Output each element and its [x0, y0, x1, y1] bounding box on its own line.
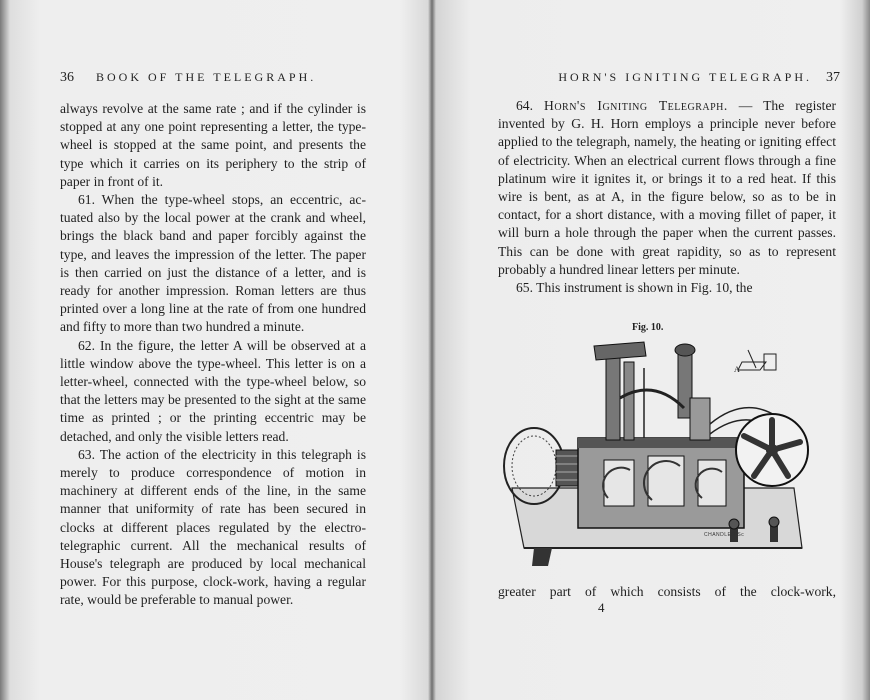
continuation-line: greater part of which consists of the clock-work,	[498, 584, 836, 599]
detail-a-diagram	[734, 350, 776, 374]
paragraph-65: 65. This instrument is shown in Fig. 10, the	[516, 280, 753, 296]
right-page	[434, 0, 870, 700]
right-running-header	[522, 70, 840, 86]
left-running-header	[60, 70, 360, 86]
paragraph-64-number: 64.	[516, 98, 533, 113]
paragraph-62: 62. In the figure, the letter A will be observed at a little window above the type-wheel. This letter is on a letter-wheel, connected with the type-wheel below, so that the letters may be presented to the sight at the same time as printed ; or the printing eccentric may be detached, and only the visible letters read.	[60, 337, 366, 444]
paragraph-continued: always revolve at the same rate ; and if the cylinder is stopped at any one point representing a letter, the type-wheel is stopped at the same point, and presents the type which it carries on its periphery to the strip of paper in front of it.	[60, 101, 366, 189]
engraver-signature: CHANDLER Sc	[704, 532, 745, 538]
paragraph-64-body: — The register invented by G. H. Horn employs a principle never before applied to the telegraph, namely, the heating or igniting effect of electricity. When an electrical current flows through a fine platinum wire it ignites it, or brings it to a red heat. If this wire is bent, as at A, in the figure below, so as to be in contact, for a short distance, with a moving fillet of paper, it will burn a hole through the paper when the current passes. This can be done with great rapidity, so as to represent probably a hundred linear letters per minute.	[498, 98, 836, 277]
telegraph-engraving	[494, 338, 814, 568]
paragraph-61: 61. When the type-wheel stops, an eccentric, actuated also by the local power at the crank and wheel, brings the black band and paper forcibly against the type, and leaves the impression of the letter. The paper is then carried on just the distance of a letter, and is ready for another impression. Roman letters are thus printed over a long line at the rate of from one hundred and fifty to more than two hundred a minute.	[60, 192, 366, 335]
right-page-number: 37	[826, 70, 840, 85]
right-body-text	[498, 97, 836, 297]
left-page	[0, 0, 430, 700]
signature-mark: 4	[598, 600, 605, 615]
paragraph-63: 63. The action of the electricity in this telegraph is merely to produce correspondence of motion in machinery at different ends of the line, in the same manner that uniformity of rate has been secured in clocks at different places regulated by the electrotelegraphic current. All the mechanical results of House's telegraph are produced by local mechanical power. For this purpose, clock-work, having a regular rate, would be preferable to manual power.	[60, 446, 366, 608]
figure-title: Fig. 10.	[632, 322, 664, 333]
left-running-head: BOOK OF THE TELEGRAPH.	[96, 70, 317, 84]
paragraph-64-title: Horn's Igniting Telegraph.	[544, 98, 728, 113]
paragraph-64	[498, 97, 836, 279]
left-page-number: 36	[60, 70, 74, 85]
right-running-head: HORN'S IGNITING TELEGRAPH.	[558, 70, 812, 84]
left-body-text	[60, 100, 366, 610]
figure-label-a: A	[734, 365, 740, 374]
